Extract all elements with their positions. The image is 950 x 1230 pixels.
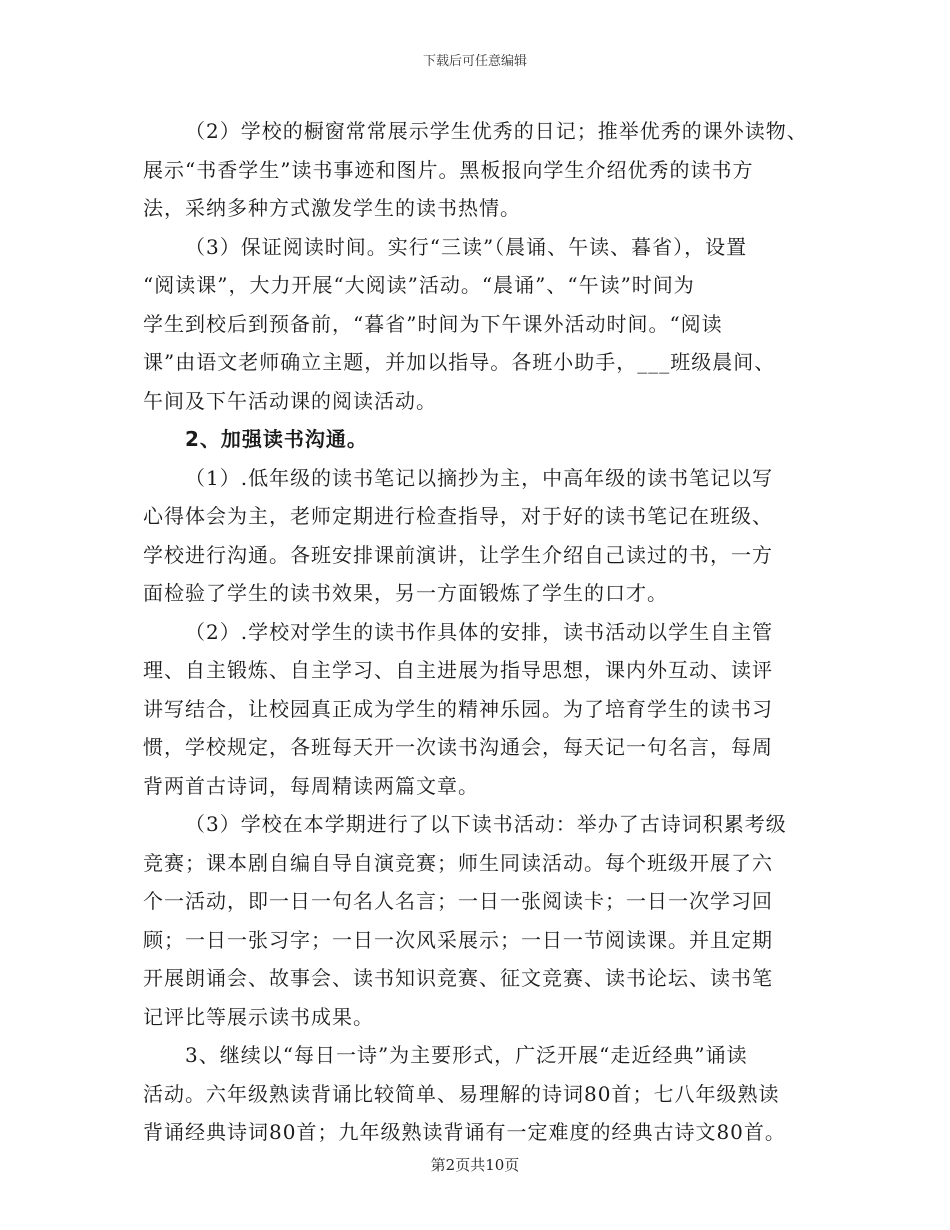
text-line: 记评比等展示读书成果。 <box>143 1004 374 1029</box>
text-line: （2）学校的橱窗常常展示学生优秀的日记；推举优秀的课外读物、 <box>185 119 808 143</box>
text-line: （1）.低年级的读书笔记以摘抄为主，中高年级的读书笔记以写 <box>185 465 774 490</box>
text-line: 开展朗诵会、故事会、读书知识竞赛、征文竞赛、读书论坛、读书笔 <box>143 966 773 990</box>
text-line: 讲写结合，让校园真正成为学生的精神乐园。为了培育学生的读书习 <box>143 696 773 721</box>
text-line: 法，采纳多种方式激发学生的读书热情。 <box>143 196 521 220</box>
text-line: 活动。六年级熟读背诵比较简单、易理解的诗词80首；七八年级熟读 <box>143 1081 780 1106</box>
text-line: 午间及下午活动课的阅读活动。 <box>143 388 437 413</box>
text-line: 理、自主锻炼、自主学习、自主进展为指导思想，课内外互动、读评 <box>143 658 773 682</box>
text-line: 背诵经典诗词80首；九年级熟读背诵有一定难度的经典古诗文80首。 <box>143 1120 786 1144</box>
text-line: 面检验了学生的读书效果，另一方面锻炼了学生的口才。 <box>143 581 668 605</box>
text-line: 3、继续以“每日一诗”为主要形式，广泛开展“走近经典”诵读 <box>185 1043 748 1067</box>
text-line: 学校进行沟通。各班安排课前演讲，让学生介绍自己读过的书，一方 <box>143 542 773 567</box>
text-line: 顾；一日一张习字；一日一次风采展示；一日一节阅读课。并且定期 <box>143 927 773 952</box>
text-line: （3）学校在本学期进行了以下读书活动：举办了古诗词积累考级 <box>185 812 787 836</box>
text-line: “阅读课”，大力开展“大阅读”活动。“晨诵”、“午读”时间为 <box>143 273 695 297</box>
section-heading: 2、加强读书沟通。 <box>185 427 368 451</box>
text-line: 竞赛；课本剧自编自导自演竞赛；师生同读活动。每个班级开展了六 <box>143 850 773 875</box>
document-body <box>143 112 811 1152</box>
text-line: 心得体会为主，老师定期进行检查指导，对于好的读书笔记在班级、 <box>143 504 773 528</box>
text-line: （2）.学校对学生的读书作具体的安排，读书活动以学生自主管 <box>185 619 774 644</box>
text-line: 个一活动，即一日一句名人名言；一日一张阅读卡；一日一次学习回 <box>143 889 773 913</box>
page-header: 下载后可任意编辑 <box>422 54 527 69</box>
text-line: 惯，学校规定，各班每天开一次读书沟通会，每天记一句名言，每周 <box>143 735 773 759</box>
text-line: 课”由语文老师确立主题，并加以指导。各班小助手，___班级晨间、 <box>143 350 776 374</box>
text-line: 学生到校后到预备前，“暮省”时间为下午课外活动时间。“阅读 <box>143 311 723 336</box>
text-line: 背两首古诗词，每周精读两篇文章。 <box>143 773 479 798</box>
text-line: 展示“书香学生”读书事迹和图片。黑板报向学生介绍优秀的读书方 <box>143 157 754 182</box>
page-footer: 第2页共10页 <box>430 1156 520 1174</box>
text-line: （3）保证阅读时间。实行“三读”（晨诵、午读、暮省），设置 <box>185 234 748 259</box>
